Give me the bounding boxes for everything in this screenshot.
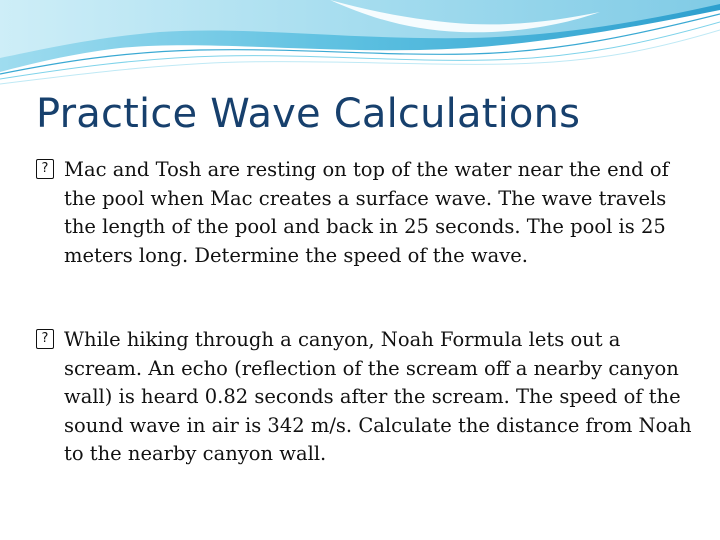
bullet-text: Mac and Tosh are resting on top of the water near the end of the pool when Mac creates a surface wave. The wave travels the length of the pool and back in 25 seconds. The pool is 25 meters long. Determine the speed of the wave.: [64, 158, 669, 267]
bullet-item-echo-distance: [36, 326, 692, 469]
missing-glyph-bullet-icon: ?: [36, 159, 54, 179]
slide-title: Practice Wave Calculations: [36, 91, 581, 137]
bullet-text: While hiking through a canyon, Noah Formula lets out a scream. An echo (reflection of the scream off a nearby canyon wall) is heard 0.82 seconds after the scream. The speed of the sound wave in air is 342 m/s. Calculate the distance from Noah to the nearby canyon wall.: [64, 328, 692, 465]
slide-body: [36, 156, 692, 469]
missing-glyph-bullet-icon: ?: [36, 329, 54, 349]
wave-header-decoration: [0, 0, 720, 90]
bullet-item-wave-speed: [36, 156, 692, 270]
